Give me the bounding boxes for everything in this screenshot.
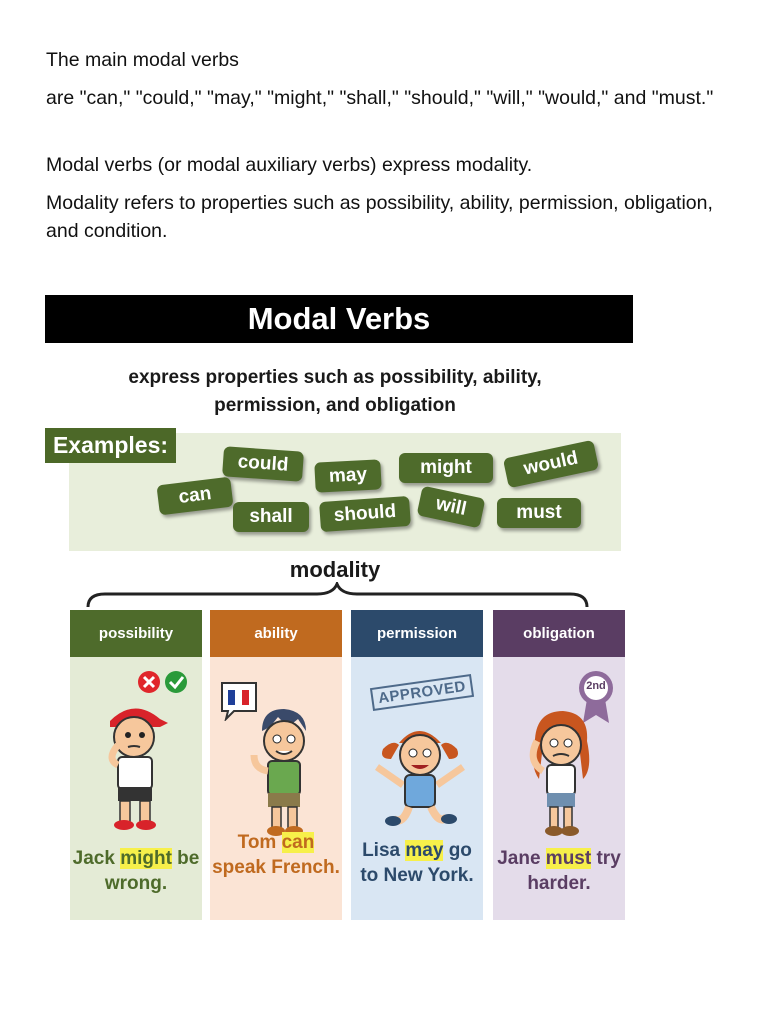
verb-chip-shall: shall bbox=[233, 502, 309, 532]
modal-highlight: must bbox=[545, 848, 592, 869]
column-body-ability bbox=[210, 657, 342, 920]
column-body-obligation bbox=[493, 657, 625, 920]
modal-highlight: can bbox=[281, 832, 315, 853]
intro-line-3: Modal verbs (or modal auxiliary verbs) express modality. bbox=[46, 154, 533, 176]
caption-subject: Jane bbox=[497, 848, 546, 869]
intro-line-1: The main modal verbs bbox=[46, 49, 239, 71]
caption-rest: try harder. bbox=[527, 848, 621, 894]
caption-rest: be wrong. bbox=[104, 848, 200, 894]
caption-subject: Jack bbox=[72, 848, 121, 869]
column-header-possibility: possibility bbox=[70, 610, 202, 657]
modal-highlight: might bbox=[120, 848, 172, 869]
infographic-subtitle: express properties such as possibility, ability, permission, and obligation bbox=[128, 367, 542, 416]
verb-chip-might: might bbox=[399, 453, 493, 483]
person-thinking-icon bbox=[88, 693, 188, 833]
caption-subject: Tom bbox=[237, 832, 282, 853]
verb-chip-can: can bbox=[156, 477, 233, 516]
modality-label: modality bbox=[289, 557, 381, 582]
verb-chip-must: must bbox=[497, 498, 581, 528]
column-body-possibility bbox=[70, 657, 202, 920]
column-possibility bbox=[70, 610, 202, 920]
curly-brace-icon bbox=[85, 582, 590, 610]
person-jumping-icon bbox=[363, 709, 473, 849]
verb-chip-will: will bbox=[417, 486, 486, 529]
caption-obligation bbox=[493, 846, 625, 896]
caption-rest: go to New York. bbox=[360, 840, 474, 886]
column-permission bbox=[351, 610, 483, 920]
column-header-ability: ability bbox=[210, 610, 342, 657]
person-thumbs-up-icon bbox=[232, 697, 332, 847]
modal-highlight: may bbox=[405, 840, 444, 861]
column-ability bbox=[210, 610, 342, 920]
intro-line-4: Modality refers to properties such as possibility, ability, permission, obligation, and condition. bbox=[46, 192, 713, 242]
badge-text: 2nd bbox=[586, 680, 606, 692]
column-body-permission bbox=[351, 657, 483, 920]
verb-chip-should: should bbox=[319, 496, 411, 532]
cross-check-icon bbox=[136, 669, 192, 695]
approved-stamp: APPROVED bbox=[370, 674, 474, 711]
caption-possibility bbox=[70, 846, 202, 896]
column-header-permission: permission bbox=[351, 610, 483, 657]
intro-line-2: are "can," "could," "may," "might," "shall," "should," "will," "would," and "must." bbox=[46, 87, 714, 109]
examples-label: Examples: bbox=[45, 428, 176, 463]
person-worried-icon bbox=[507, 699, 607, 849]
caption-rest: speak French. bbox=[212, 857, 340, 878]
caption-subject: Lisa bbox=[362, 840, 406, 861]
column-header-obligation: obligation bbox=[493, 610, 625, 657]
infographic-title: Modal Verbs bbox=[45, 295, 633, 343]
verb-chip-could: could bbox=[222, 446, 304, 482]
caption-permission bbox=[351, 838, 483, 888]
column-obligation bbox=[493, 610, 625, 920]
verb-chip-may: may bbox=[314, 459, 381, 492]
caption-ability-text bbox=[210, 830, 342, 880]
verb-chip-would: would bbox=[503, 440, 599, 488]
